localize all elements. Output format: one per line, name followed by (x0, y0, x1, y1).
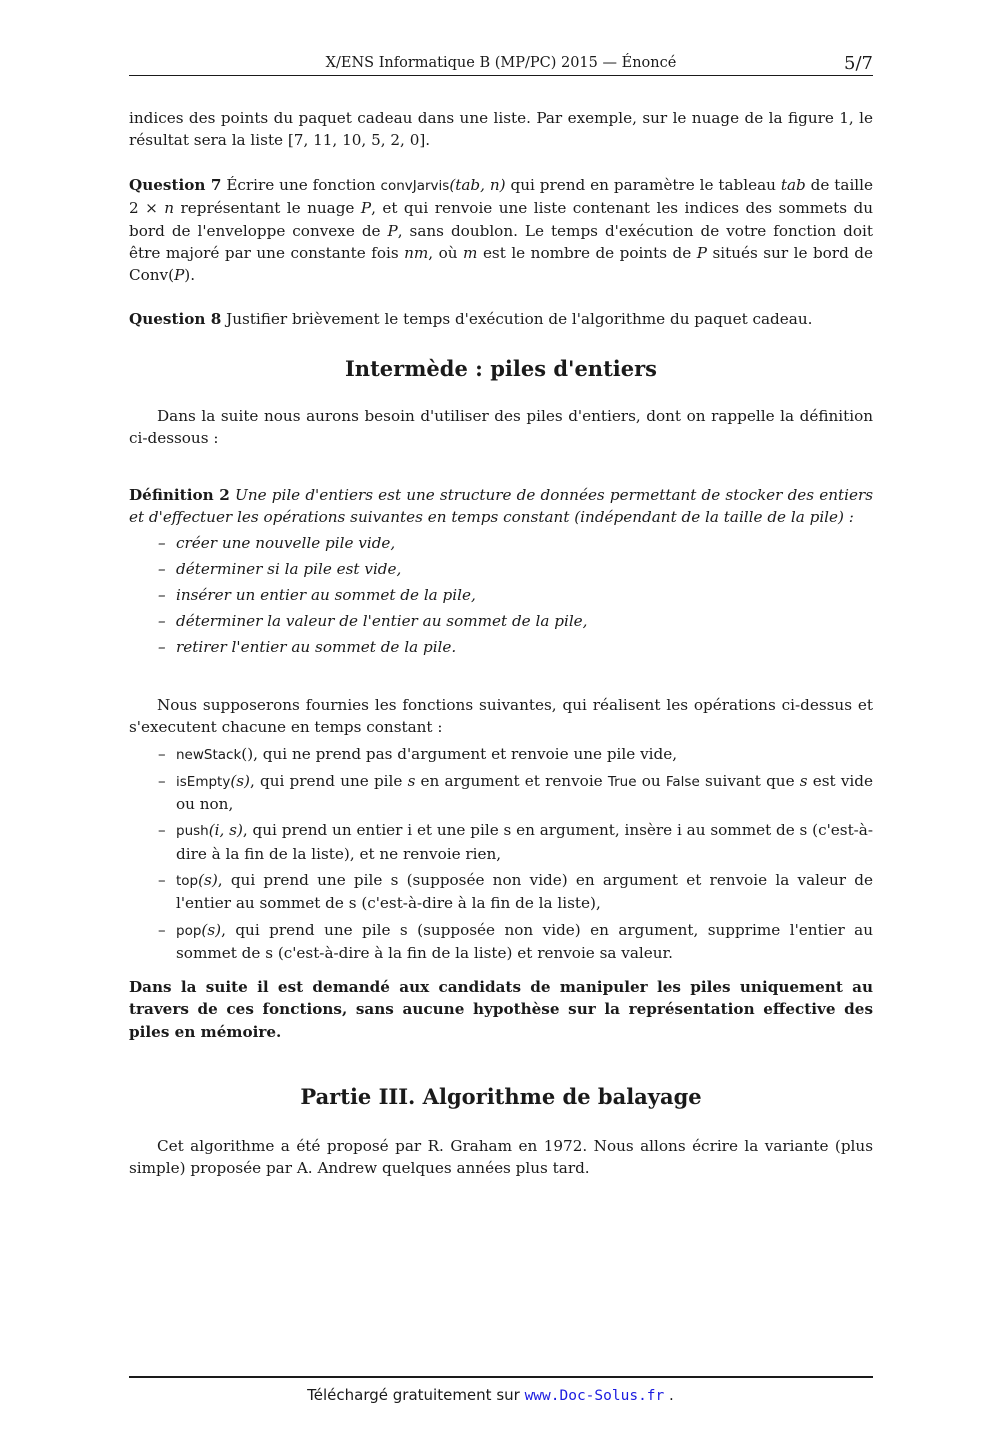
question-8-text: Justifier brièvement le temps d'exécution de l'algorithme du paquet cadeau. (221, 310, 813, 328)
functions-intro-paragraph: Nous supposerons fournies les fonctions suivantes, qui réalisent les opérations ci-dessus et s'executent chacune en temps constant : (129, 696, 873, 737)
question-7-text: , sans doublon. Le temps d'exécution de votre fonction doit être majoré par une constante fois (129, 221, 874, 262)
function-signature: (s) (198, 871, 218, 890)
math-var: P (174, 266, 185, 285)
function-name: top (176, 873, 199, 890)
footer-text: Téléchargé gratuitement sur (307, 1386, 525, 1404)
function-description: , qui prend un entier i et une pile s en argument, insère i au sommet de s (c'est-à-dire à la fin de la liste), et ne renvoie rien, (176, 821, 873, 863)
function-name: convJarvis (380, 178, 450, 194)
functions-section (129, 694, 873, 968)
function-args: (tab, n) (449, 176, 506, 194)
section-title-partie-iii: Partie III. Algorithme de balayage (300, 1084, 702, 1109)
definition-text: Une pile d'entiers est une structure de données permettant de stocker des entiers et d'effectuer les opérations suivantes en temps constant (indépendant de la taille de la pile) : (129, 486, 874, 527)
question-8 (129, 308, 873, 330)
question-7-text: , et qui renvoie une liste contenant les indices des sommets du bord de l'enveloppe convexe de (129, 199, 874, 240)
definition-list (129, 532, 873, 658)
function-signature: (s) (230, 771, 250, 790)
function-description: ou (636, 771, 666, 790)
function-description: , qui prend une pile s (supposée non vide) en argument, supprime l'entier au sommet de s (c'est-à-dire à la fin de la liste) et renvoie sa valeur. (176, 920, 873, 962)
footer-suffix: . (664, 1386, 674, 1404)
question-7-text: représentant le nuage (174, 199, 361, 218)
list-item (129, 819, 873, 865)
math-var: n (164, 199, 175, 218)
question-7-text: de taille 2 × (129, 176, 874, 218)
section-title-intermede: Intermède : piles d'entiers (344, 356, 658, 381)
function-description: , qui prend une pile (249, 771, 408, 790)
question-7-text: Écrire une fonction (226, 176, 381, 194)
function-name: push (176, 823, 209, 840)
definition-label: Définition 2 (129, 486, 230, 504)
list-item: – déterminer si la pile est vide, (129, 558, 873, 580)
functions-list (129, 743, 873, 965)
math-var: P (696, 243, 707, 262)
question-8-label: Question 8 (129, 310, 222, 328)
math-var: tab (780, 176, 806, 194)
keyword-true: True (607, 773, 637, 790)
list-item (129, 743, 873, 766)
page-footer (0, 1386, 981, 1404)
stack-intro-paragraph: Dans la suite nous aurons besoin d'utiliser des piles d'entiers, dont on rappelle la définition ci-dessous : (129, 407, 873, 448)
math-var: m (463, 243, 478, 262)
question-7-text: situés sur le bord de Conv( (129, 243, 873, 285)
function-name: newStack (176, 746, 242, 763)
function-signature: (i, s) (208, 821, 243, 840)
math-var: s (799, 771, 808, 790)
page-number: 5/7 (844, 53, 873, 74)
question-7-text: , où (428, 243, 464, 262)
list-item (129, 770, 873, 816)
function-signature: (s) (201, 920, 222, 939)
question-7-text: est le nombre de points de (477, 243, 697, 262)
question-7 (129, 174, 873, 286)
definition-2 (129, 484, 873, 662)
list-item: – déterminer la valeur de l'entier au sommet de la pile, (129, 610, 873, 632)
footer-link[interactable]: www.Doc-Solus.fr (524, 1388, 665, 1404)
function-description: , qui ne prend pas d'argument et renvoie une pile vide, (253, 744, 678, 763)
function-description: est vide ou non, (176, 771, 873, 814)
warning-paragraph: Dans la suite il est demandé aux candidats de manipuler les piles uniquement au travers de ces fonctions, sans aucune hypothèse sur la représentation effective des piles en mémoire. (129, 978, 873, 1041)
header-title: X/ENS Informatique B (MP/PC) 2015 — Énoncé (325, 55, 677, 71)
intro-paragraph: indices des points du paquet cadeau dans une liste. Par exemple, sur le nuage de la figure 1, le résultat sera la liste [7, 11, 10, 5, 2, 0]. (129, 109, 873, 150)
list-item (129, 869, 873, 915)
question-7-text: qui prend en paramètre le tableau (505, 176, 781, 194)
function-name: isEmpty (176, 773, 231, 790)
question-7-text: ). (184, 266, 196, 285)
page-header (129, 53, 873, 76)
question-7-label: Question 7 (129, 176, 222, 194)
function-description: suivant que (699, 771, 800, 790)
math-var: P (387, 221, 398, 240)
math-var: P (360, 199, 372, 218)
footer-divider (129, 1376, 873, 1378)
math-var: s (407, 771, 416, 790)
list-item: – insérer un entier au sommet de la pile, (129, 584, 873, 606)
list-item: – créer une nouvelle pile vide, (129, 532, 873, 554)
list-item (129, 919, 873, 965)
function-signature: () (241, 744, 254, 763)
keyword-false: False (665, 773, 700, 790)
function-description: en argument et renvoie (415, 771, 608, 790)
list-item: – retirer l'entier au sommet de la pile. (129, 636, 873, 658)
function-name: pop (176, 922, 202, 939)
math-var: nm (404, 243, 429, 262)
graham-paragraph: Cet algorithme a été proposé par R. Graham en 1972. Nous allons écrire la variante (plus simple) proposée par A. Andrew quelques années plus tard. (129, 1137, 873, 1178)
function-description: , qui prend une pile s (supposée non vide) en argument et renvoie la valeur de l'entier au sommet de s (c'est-à-dire à la fin de la liste), (176, 871, 873, 913)
